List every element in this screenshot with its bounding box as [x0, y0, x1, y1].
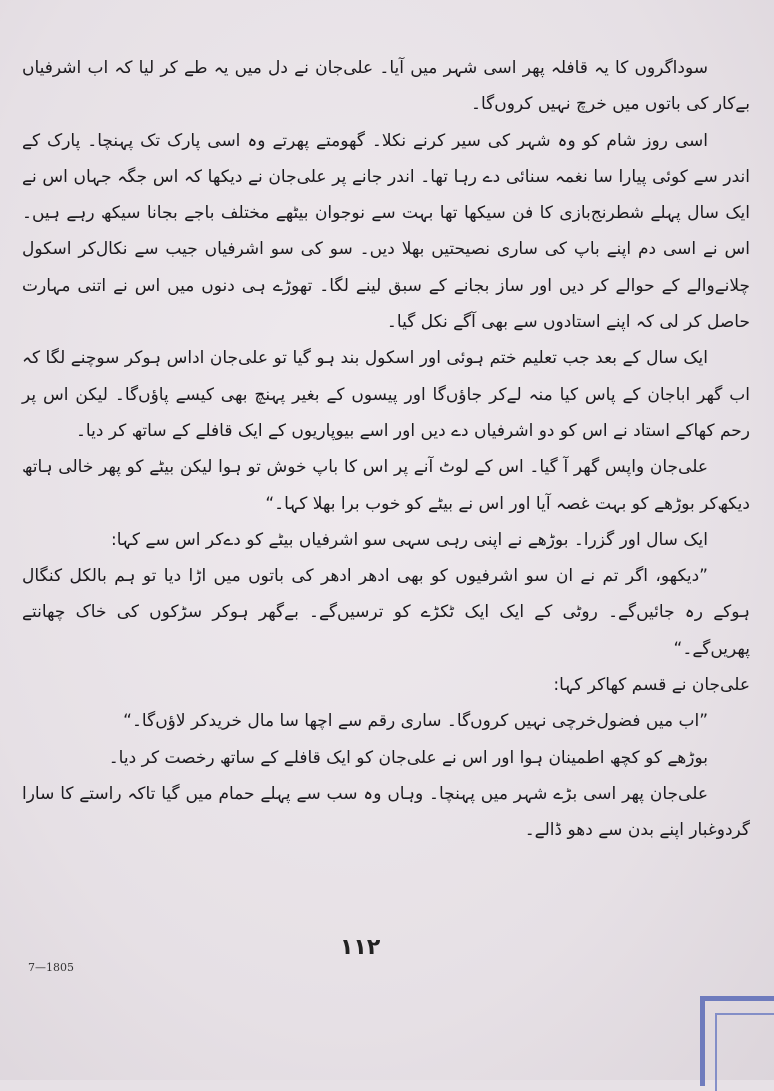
paragraph-5: ایک سال اور گزرا۔ بوڑھے نے اپنی رہی سہی سو اشرفیاں بیٹے کو دےکر اس سے کہا:: [111, 529, 708, 550]
paragraph-6: ”دیکھو، اگر تم نے ان سو اشرفیوں کو بھی ادھر ادھر کی باتوں میں اڑا دیا تو ہم بالکل کنگال ہوکے رہ جائیں‌گے۔ روٹی کے ایک ایک ٹکڑے کو ترسیں‌گے۔ بےگھر ہوکر سڑکوں کی خاک چھانتے پھریں‌گے۔“: [22, 566, 750, 659]
library-stamp-mark: [700, 996, 774, 1086]
paragraph-7: علی‌جان نے قسم کھاکر کہا:: [553, 675, 750, 696]
paragraph-1: سوداگروں کا یہ قافلہ پھر اسی شہر میں آیا۔ علی‌جان نے دل میں یہ طے کر لیا کہ اب اشرفیاں بےکار کی باتوں میں خرچ نہیں کروں‌گا۔: [22, 58, 750, 115]
paragraph-8: ”اب میں فضول‌خرچی نہیں کروں‌گا۔ ساری رقم سے اچھا سا مال خریدکر لاؤں‌گا۔“: [123, 711, 708, 732]
stamp-inner-border: [715, 1013, 774, 1091]
paragraph-3: ایک سال کے بعد جب تعلیم ختم ہوئی اور اسکول بند ہو گیا تو علی‌جان اداس ہوکر سوچنے لگا کہ اب گھر اباجان کے پاس کیا منہ لےکر جاؤں‌گا اور پیسوں کے بغیر پہنچ بھی کیسے پاؤں‌گا۔ لیکن اس پر رحم کھاکے استاد نے اس کو دو اشرفیاں دے دیں اور اسے بیوپاریوں کے ایک قافلے کے ساتھ کر دیا۔: [22, 348, 750, 441]
paragraph-9: بوڑھے کو کچھ اطمینان ہوا اور اس نے علی‌جان کو ایک قافلے کے ساتھ رخصت کر دیا۔: [108, 747, 708, 768]
body-text: [22, 50, 750, 849]
paragraph-2: اسی روز شام کو وہ شہر کی سیر کرنے نکلا۔ گھومتے پھرتے وہ اسی پارک تک پہنچا۔ پارک کے اندر سے کوئی پیارا سا نغمہ سنائی دے رہا تھا۔ اندر جانے پر علی‌جان نے دیکھا کہ اس جگہ جہاں اس نے ایک سال پہلے شطرنج‌بازی کا فن سیکھا تھا بہت سے نوجوان بیٹھے مختلف باجے بجانا سیکھ رہے ہیں۔ اس نے اسی دم اپنے باپ کی ساری نصیحتیں بھلا دیں۔ سو کی سو اشرفیاں جیب سے نکال‌کر اسکول چلانےوالے کے حوالے کر دیں اور ساز بجانے کے سبق لینے لگا۔ تھوڑے ہی دنوں میں اس نے اتنی مہارت حاصل کر لی کہ اپنے استادوں سے بھی آگے نکل گیا۔: [22, 130, 750, 333]
paragraph-10: علی‌جان پھر اسی بڑے شہر میں پہنچا۔ وہاں وہ سب سے پہلے حمام میں گیا تاکہ راستے کا سارا گردوغبار اپنے بدن سے دھو ڈالے۔: [22, 783, 750, 841]
paragraph-4: علی‌جان واپس گھر آ گیا۔ اس کے لوٹ آنے پر اس کا باپ خوش تو ہوا لیکن بیٹے کو پھر خالی ہاتھ دیکھ‌کر بوڑھے کو بہت غصہ آیا اور اس نے بیٹے کو خوب برا بھلا کہا۔“: [22, 457, 750, 514]
print-code: 7—1805: [28, 961, 74, 974]
page-number: ۱۱۲: [340, 935, 381, 960]
